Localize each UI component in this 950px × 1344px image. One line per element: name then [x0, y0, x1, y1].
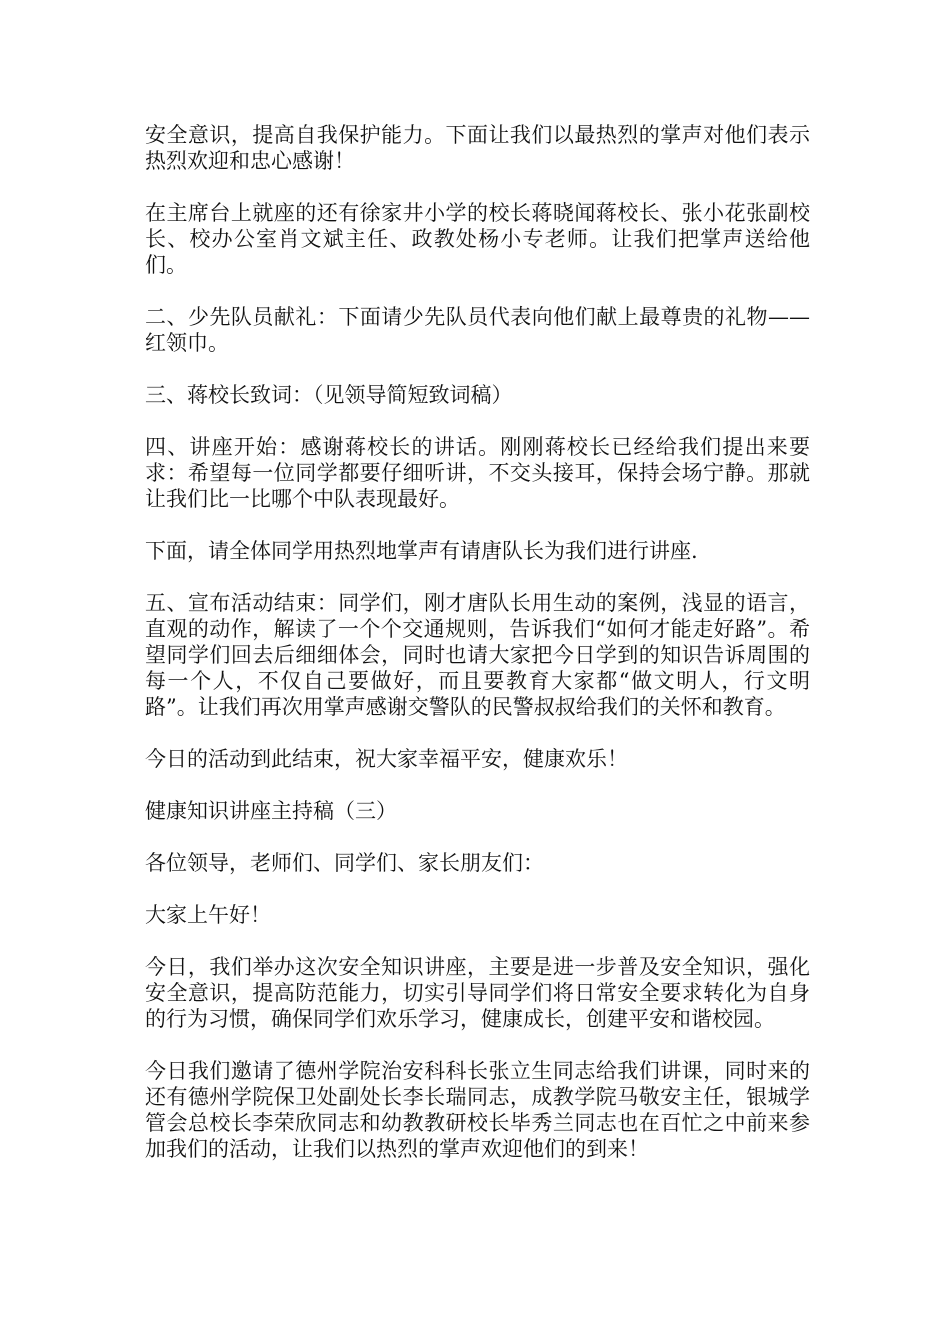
- salutation: 各位领导，老师们、同学们、家长朋友们：: [145, 851, 544, 875]
- document-body: [145, 122, 810, 1188]
- paragraph-5: 四、讲座开始：感谢蒋校长的讲话。刚刚蒋校长已经给我们提出来要求：希望每一位同学都要仔细听讲，不交头接耳，保持会场宁静。那就让我们比一比哪个中队表现最好。: [145, 435, 810, 511]
- paragraph-7: 五、宣布活动结束：同学们，刚才唐队长用生动的案例，浅显的语言，直观的动作，解读了一个个交通规则，告诉我们“如何才能走好路”。希望同学们回去后细细体会，同时也请大家把今日学到的知识告诉周围的每一个人，不仅自己要做好，而且要教育大家都“做文明人，行文明路”。让我们再次用掌声感谢交警队的民警叔叔给我们的关怀和教育。: [145, 591, 810, 719]
- paragraph-8: 今日的活动到此结束，祝大家幸福平安，健康欢乐！: [145, 747, 628, 771]
- paragraph-3: 二、少先队员献礼：下面请少先队员代表向他们献上最尊贵的礼物——红领巾。: [145, 305, 810, 355]
- paragraph-1: 安全意识，提高自我保护能力。下面让我们以最热烈的掌声对他们表示热烈欢迎和忠心感谢！: [145, 123, 810, 173]
- paragraph-13: 今日我们邀请了德州学院治安科科长张立生同志给我们讲课，同时来的还有德州学院保卫处副处长李长瑞同志，成教学院马敬安主任，银城学管会总校长李荣欣同志和幼教教研校长毕秀兰同志也在百忙之中前来参加我们的活动，让我们以热烈的掌声欢迎他们的到来！: [145, 1059, 810, 1161]
- paragraph-2: 在主席台上就座的还有徐家井小学的校长蒋晓闻蒋校长、张小花张副校长、校办公室肖文斌主任、政教处杨小专老师。让我们把掌声送给他们。: [145, 201, 810, 277]
- paragraph-4: 三、蒋校长致词：（见领导简短致词稿）: [145, 383, 513, 407]
- paragraph-6: 下面，请全体同学用热烈地掌声有请唐队长为我们进行讲座.: [145, 539, 698, 563]
- paragraph-12: 今日，我们举办这次安全知识讲座，主要是进一步普及安全知识，强化安全意识，提高防范能力，切实引导同学们将日常安全要求转化为自身的行为习惯，确保同学们欢乐学习，健康成长，创建平安和谐校园。: [145, 955, 810, 1031]
- section-heading: 健康知识讲座主持稿（三）: [145, 799, 397, 823]
- greeting: 大家上午好！: [145, 903, 271, 927]
